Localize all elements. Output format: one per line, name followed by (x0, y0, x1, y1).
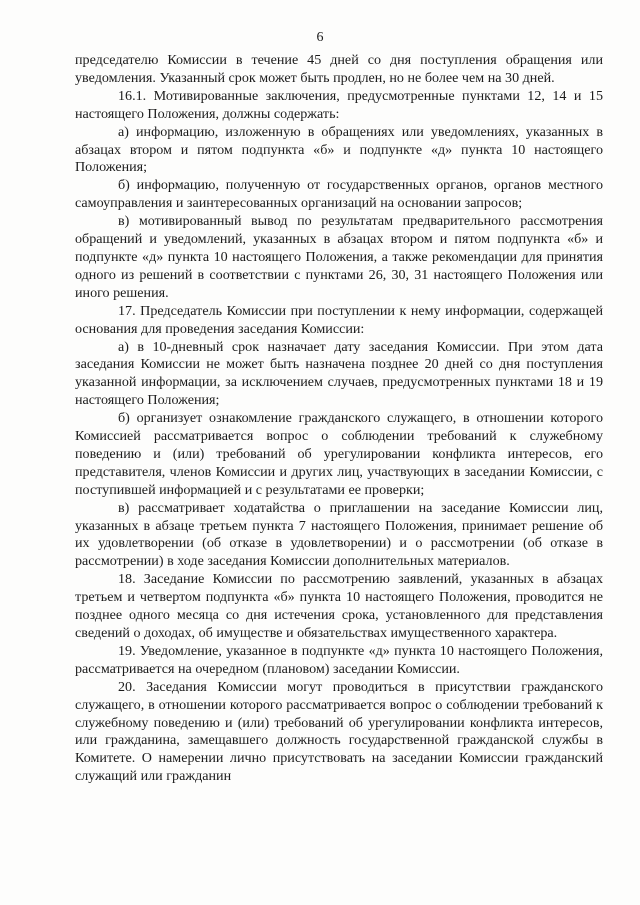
paragraph-19: 19. Уведомление, указанное в подпункте «д» пункта 10 настоящего Положения, рассматривается на очередном (плановом) заседании Комиссии. (75, 642, 603, 677)
paragraph-17-v: в) рассматривает ходатайства о приглашении на заседание Комиссии лиц, указанных в абзаце третьем пункта 7 настоящего Положения, принимает решение об их удовлетворении (об отказе в удовлетворении) и о рассмотрении (об отказе в рассмотрении) в ходе заседания Комиссии дополнительных материалов. (75, 499, 603, 570)
paragraph-continuation: председателю Комиссии в течение 45 дней со дня поступления обращения или уведомления. Указанный срок может быть продлен, но не более чем на 30 дней. (75, 52, 603, 86)
page-number: 6 (316, 30, 324, 45)
paragraph-17-b: б) организует ознакомление гражданского служащего, в отношении которого Комиссией рассматривается вопрос о соблюдении требований к служебному поведению и (или) требований об урегулировании конфликта интересов, его представителя, членов Комиссии и других лиц, участвующих в заседании Комиссии, с поступившей информацией и с результатами ее проверки; (75, 410, 603, 498)
paragraph-16-1: 16.1. Мотивированные заключения, предусмотренные пунктами 12, 14 и 15 настоящего Положения, должны содержать: (75, 87, 603, 122)
paragraph-16-1-a: а) информацию, изложенную в обращениях или уведомлениях, указанных в абзацах втором и пятом подпункта «б» и подпункте «д» пункта 10 настоящего Положения; (75, 123, 603, 176)
paragraph-18: 18. Заседание Комиссии по рассмотрению заявлений, указанных в абзацах третьем и четвертом подпункта «б» пункта 10 настоящего Положения, проводится не позднее одного месяца со дня истечения срока, установленного для представления сведений о доходах, об имуществе и обязательствах имущественного характера. (75, 571, 603, 641)
paragraph-20: 20. Заседания Комиссии могут проводиться в присутствии гражданского служащего, в отношении которого рассматривается вопрос о соблюдении требований к служебному поведению и (или) требований об урегулировании конфликта интересов, или гражданина, замещавшего должность государственной гражданской службы в Комитете. О намерении лично присутствовать на заседании Комиссии гражданский служащий или гражданин (75, 678, 603, 785)
paragraph-17: 17. Председатель Комиссии при поступлении к нему информации, содержащей основания для проведения заседания Комиссии: (75, 302, 603, 337)
document-body (75, 52, 603, 786)
paragraph-17-a: а) в 10-дневный срок назначает дату заседания Комиссии. При этом дата заседания Комиссии не может быть назначена позднее 20 дней со дня поступления указанной информации, за исключением случаев, предусмотренных пунктами 18 и 19 настоящего Положения; (75, 338, 603, 409)
paragraph-16-1-v: в) мотивированный вывод по результатам предварительного рассмотрения обращений и уведомлений, указанных в абзацах втором и пятом подпункта «б» и подпункте «д» пункта 10 настоящего Положения, а также рекомендации для принятия одного из решений в соответствии с пунктами 26, 30, 31 настоящего Положения или иного решения. (75, 213, 603, 301)
paragraph-16-1-b: б) информацию, полученную от государственных органов, органов местного самоуправления и заинтересованных организаций на основании запросов; (75, 177, 603, 212)
